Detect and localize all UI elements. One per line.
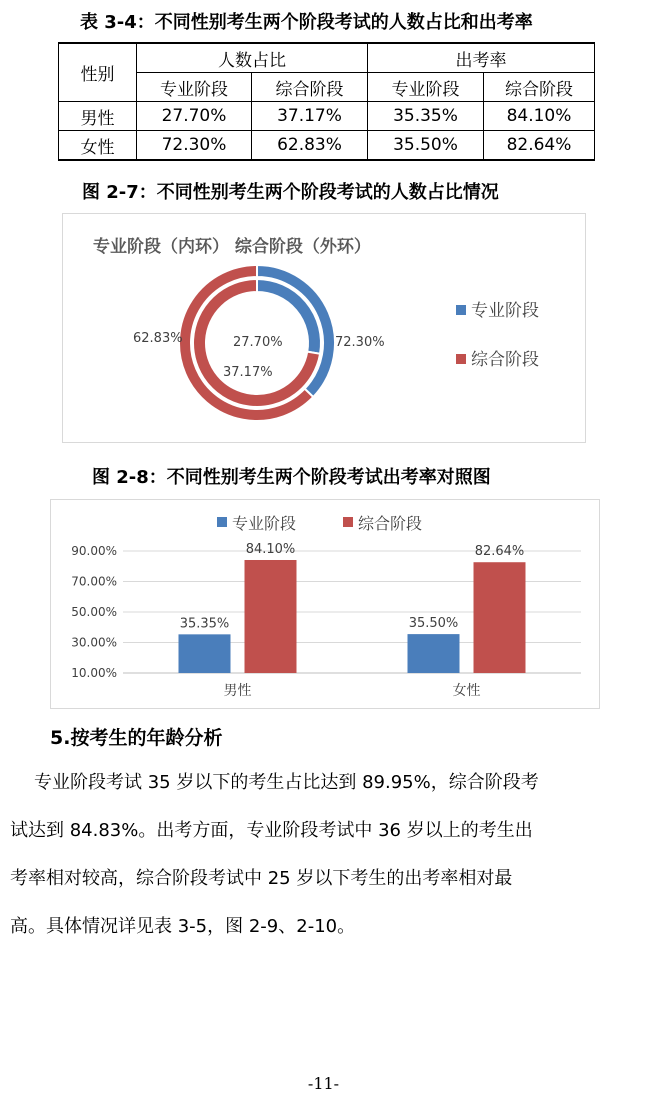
legend-label-comprehensive: 综合阶段 [471, 350, 539, 370]
donut-data-label-inner-1: 72.30% [335, 335, 385, 350]
donut-data-label-outer-0: 37.17% [223, 365, 273, 380]
bar-data-label-0-0: 35.35% [179, 616, 230, 632]
x-tick-label: 女性 [452, 683, 481, 699]
sub-header: 综合阶段 [484, 73, 595, 102]
table-cell: 72.30% [137, 131, 252, 161]
bar-1-0 [245, 560, 297, 673]
table-cell: 35.35% [368, 102, 484, 131]
doughnut-chart-panel [62, 213, 586, 443]
legend-swatch-comprehensive [343, 517, 353, 527]
bar-0-0 [179, 634, 231, 673]
legend-label-professional: 专业阶段 [232, 514, 297, 533]
y-tick-label: 50.00% [71, 605, 117, 619]
page-number: -11- [307, 1074, 340, 1093]
row-label: 女性 [59, 131, 137, 161]
section-heading: 5.按考生的年龄分析 [50, 727, 223, 749]
doughnut-chart [63, 214, 585, 442]
gender-stats-table [58, 42, 595, 161]
table-cell: 62.83% [252, 131, 368, 161]
table-cell: 37.17% [252, 102, 368, 131]
y-tick-label: 30.00% [71, 635, 117, 650]
group-header-share: 人数占比 [137, 43, 368, 73]
legend-swatch-professional [217, 517, 227, 527]
y-tick-label: 70.00% [71, 574, 117, 589]
figure-caption-2-7: 图 2-7：不同性别考生两个阶段考试的人数占比情况 [82, 182, 499, 203]
bar-chart [51, 500, 599, 708]
legend-label-comprehensive: 综合阶段 [358, 514, 423, 533]
legend-swatch-professional [456, 305, 466, 315]
table-cell: 35.50% [368, 131, 484, 161]
row-header-cell: 性别 [59, 43, 137, 102]
bar-1-1 [474, 562, 526, 673]
sub-header: 专业阶段 [368, 73, 484, 102]
table-row [59, 131, 595, 161]
table-cell: 84.10% [484, 102, 595, 131]
table-cell: 82.64% [484, 131, 595, 161]
y-tick-label: 90.00% [71, 544, 117, 558]
donut-data-label-inner-0: 27.70% [233, 335, 283, 350]
table-row [59, 102, 595, 131]
table-caption: 表 3-4：不同性别考生两个阶段考试的人数占比和出考率 [80, 12, 533, 33]
sub-header: 综合阶段 [252, 73, 368, 102]
table-cell: 27.70% [137, 102, 252, 131]
legend-label-professional: 专业阶段 [471, 301, 539, 321]
paragraph-line: 高。具体情况详见表 3-5，图 2-9、2-10。 [10, 916, 356, 937]
legend-swatch-comprehensive [456, 354, 466, 364]
sub-header: 专业阶段 [137, 73, 252, 102]
paragraph-line: 考率相对较高，综合阶段考试中 25 岁以下考生的出考率相对最 [10, 868, 513, 889]
bar-0-1 [408, 634, 460, 673]
chart-title: 专业阶段（内环） 综合阶段（外环） [93, 237, 371, 257]
paragraph-line: 试达到 84.83%。出考方面，专业阶段考试中 36 岁以上的考生出 [10, 820, 533, 841]
bar-data-label-0-1: 35.50% [408, 616, 459, 632]
x-tick-label: 男性 [223, 683, 252, 699]
bar-data-label-1-1: 82.64% [474, 544, 525, 560]
bar-chart-panel [50, 499, 600, 709]
group-header-rate: 出考率 [368, 43, 595, 73]
paragraph-line: 专业阶段考试 35 岁以下的考生占比达到 89.95%，综合阶段考 [34, 772, 539, 793]
donut-data-label-outer-1: 62.83% [133, 331, 183, 346]
y-tick-label: 10.00% [71, 666, 117, 680]
figure-caption-2-8: 图 2-8：不同性别考生两个阶段考试出考率对照图 [92, 467, 491, 488]
row-label: 男性 [59, 102, 137, 131]
bar-data-label-1-0: 84.10% [245, 541, 296, 557]
